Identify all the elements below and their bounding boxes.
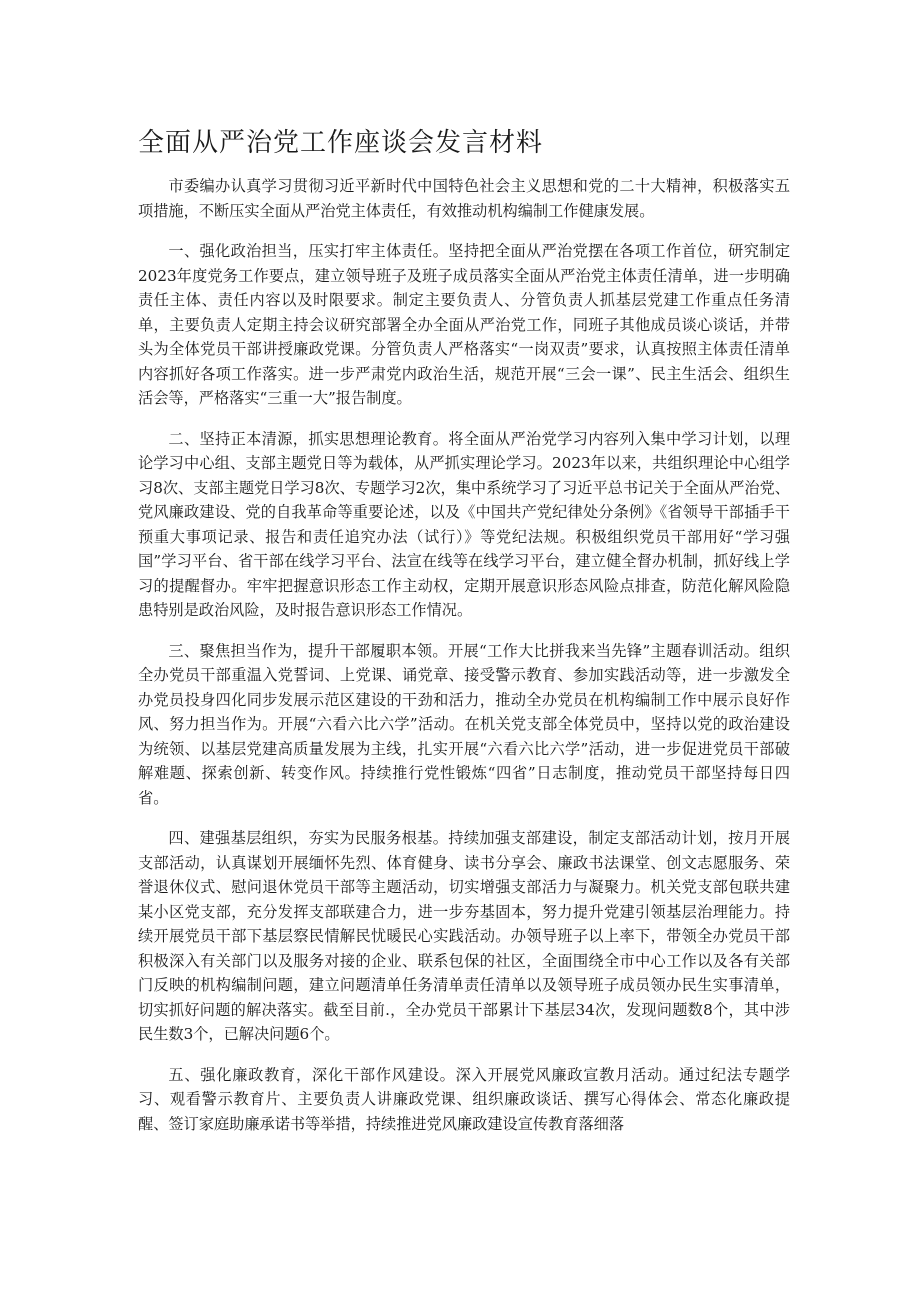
section-3-paragraph: 三、聚焦担当作为，提升干部履职本领。开展“工作大比拼我来当先锋”主题春训活动。组织全办党员干部重温入党誓词、上党课、诵党章、接受警示教育、参加实践活动等，进一步激发全办党员投身四化同步发展示范区建设的干劲和活力，推动全办党员在机构编制工作中展示良好作风、努力担当作为。开展“六看六比六学”活动。在机关党支部全体党员中，坚持以党的政治建设为统领、以基层党建高质量发展为主线，扎实开展“六看六比六学”活动，进一步促进党员干部破解难题、探索创新、转变作风。持续推行党性锻炼“四省”日志制度，推动党员干部坚持每日四省。 bbox=[138, 641, 790, 807]
document-title: 全面从严治党工作座谈会发言材料 bbox=[138, 128, 544, 158]
section-4-paragraph: 四、建强基层组织，夯实为民服务根基。持续加强支部建设，制定支部活动计划，按月开展支部活动，认真谋划开展缅怀先烈、体育健身、读书分享会、廉政书法课堂、创文志愿服务、荣誉退休仪式、慰问退休党员干部等主题活动，切实增强支部活力与凝聚力。机关党支部包联共建某小区党支部，充分发挥支部联建合力，进一步夯基固本，努力提升党建引领基层治理能力。持续开展党员干部下基层察民情解民忧暖民心实践活动。办领导班子以上率下，带领全办党员干部积极深入有关部门以及服务对接的企业、联系包保的社区，全面围绕全市中心工作以及各有关部门反映的机构编制问题，建立问题清单任务清单责任清单以及领导班子成员领办民生实事清单，切实抓好问题的解决落实。截至目前.，全办党员干部累计下基层34次，发现问题数8个，其中涉民生数3个，已解决问题6个。 bbox=[138, 829, 790, 1043]
intro-paragraph: 市委编办认真学习贯彻习近平新时代中国特色社会主义思想和党的二十大精神，积极落实五项措施，不断压实全面从严治党主体责任，有效推动机构编制工作健康发展。 bbox=[138, 177, 790, 220]
section-1-paragraph: 一、强化政治担当，压实打牢主体责任。坚持把全面从严治党摆在各项工作首位，研究制定2023年度党务工作要点，建立领导班子及班子成员落实全面从严治党主体责任清单，进一步明确责任主体、责任内容以及时限要求。制定主要负责人、分管负责人抓基层党建工作重点任务清单，主要负责人定期主持会议研究部署全办全面从严治党工作，同班子其他成员谈心谈话，并带头为全体党员干部讲授廉政党课。分管负责人严格落实“一岗双责”要求，认真按照主体责任清单内容抓好各项工作落实。进一步严肃党内政治生活，规范开展“三会一课”、民主生活会、组织生活会等，严格落实“三重一大”报告制度。 bbox=[138, 242, 790, 407]
section-5-paragraph: 五、强化廉政教育，深化干部作风建设。深入开展党风廉政宣教月活动。通过纪法专题学习、观看警示教育片、主要负责人讲廉政党课、组织廉政谈话、撰写心得体会、常态化廉政提醒、签订家庭助廉承诺书等举措，持续推进党风廉政建设宣传教育落细落 bbox=[138, 1065, 790, 1133]
section-2-paragraph: 二、坚持正本清源，抓实思想理论教育。将全面从严治党学习内容列入集中学习计划，以理论学习中心组、支部主题党日等为载体，从严抓实理论学习。2023年以来，共组织理论中心组学习8次、支部主题党日学习8次、专题学习2次，集中系统学习了习近平总书记关于全面从严治党、党风廉政建设、党的自我革命等重要论述，以及《中国共产党纪律处分条例》《省领导干部插手干预重大事项记录、报告和责任追究办法（试行）》等党纪法规。积极组织党员干部用好“学习强国”学习平台、省干部在线学习平台、法宣在线等在线学习平台，建立健全督办机制，抓好线上学习的提醒督办。牢牢把握意识形态工作主动权，定期开展意识形态风险点排查，防范化解风险隐患特别是政治风险，及时报告意识形态工作情况。 bbox=[138, 429, 790, 619]
document-page bbox=[138, 126, 790, 1152]
